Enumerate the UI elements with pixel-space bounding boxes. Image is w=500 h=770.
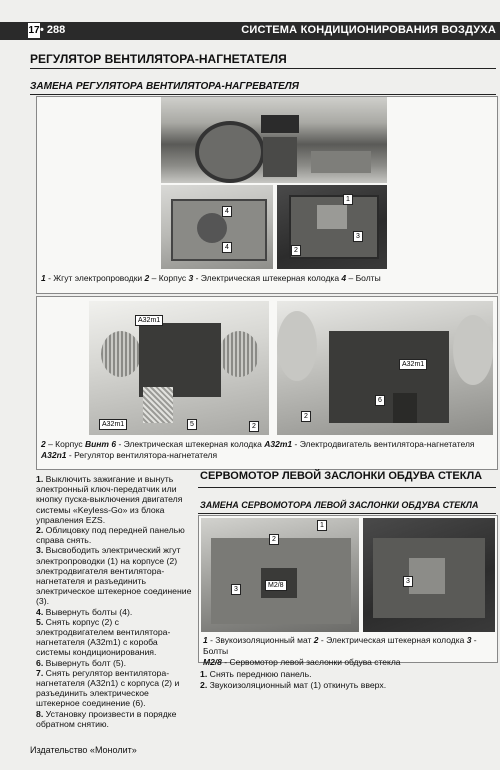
figure2-label: A32m1 xyxy=(135,315,163,326)
section1-title: РЕГУЛЯТОР ВЕНТИЛЯТОРА-НАГНЕТАТЕЛЯ xyxy=(30,52,287,66)
connector-icon xyxy=(393,393,417,423)
section2-rule xyxy=(198,487,496,488)
figure2-frame xyxy=(36,296,498,470)
caption-text: - Регулятор вентилятора-нагнетателя xyxy=(66,450,218,460)
caption-ref: 2 xyxy=(144,273,150,283)
section2-subtitle-rule xyxy=(198,513,496,514)
motor-body-icon xyxy=(329,331,449,423)
blower-wheel-icon xyxy=(219,331,259,377)
step-text: Снять корпус (2) с электродвигателем вентилятора-нагнетателя (A32m1) с короба системы кондиционирования. xyxy=(36,616,171,658)
step-number: 3. xyxy=(36,545,44,556)
step-item xyxy=(36,545,192,606)
caption-text: - Электрическая штекерная колодка xyxy=(116,439,265,449)
section2-subtitle: ЗАМЕНА СЕРВОМОТОРА ЛЕВОЙ ЗАСЛОНКИ ОБДУВА СТЕКЛА xyxy=(200,500,479,510)
step-number: 2. xyxy=(36,525,44,536)
figure2-label: 5 xyxy=(187,419,197,430)
steering-wheel-icon xyxy=(195,121,265,183)
chapter-badge: 17 xyxy=(28,25,40,36)
step-number: 1. xyxy=(200,669,208,679)
figure2-caption xyxy=(41,439,493,461)
figure2-label: A32m1 xyxy=(399,359,427,370)
figure3-label: 1 xyxy=(317,520,327,531)
blower-housing-photo-1 xyxy=(161,185,273,269)
section-title: СИСТЕМА КОНДИЦИОНИРОВАНИЯ ВОЗДУХА xyxy=(241,24,496,36)
step-text: Высвободить электрический жгут электропроводки (1) на корпусе (2) электродвигателя вентилятора-нагнетателя и разъединить электрическое штекерное соединение (3). xyxy=(36,545,192,607)
dashboard-photo xyxy=(161,97,387,183)
figure1-label: 3 xyxy=(353,231,363,242)
step-item xyxy=(36,607,192,617)
caption-ref: 2 xyxy=(313,635,319,645)
motor-icon xyxy=(197,213,227,243)
publisher-footer: Издательство «Монолит» xyxy=(30,745,137,755)
step-number: 5. xyxy=(36,616,44,627)
regulator-photo-2 xyxy=(277,301,493,435)
servomotor-icon xyxy=(409,558,445,594)
motor-body-icon xyxy=(139,323,221,397)
regulator-grid-icon xyxy=(143,387,173,423)
step-number: 7. xyxy=(36,667,44,678)
figure2-label: 6 xyxy=(375,395,385,406)
caption-ref: 3 xyxy=(188,273,194,283)
caption-ref: 4 xyxy=(341,273,347,283)
figure3-label: 2 xyxy=(269,534,279,545)
figure3-caption xyxy=(203,635,493,668)
page-header xyxy=(0,22,500,40)
step-item xyxy=(200,680,496,691)
step-text: Вывернуть болты (4). xyxy=(45,606,133,617)
step-number: 4. xyxy=(36,606,44,617)
step-item xyxy=(36,474,192,525)
servomotor-photo-1 xyxy=(201,518,359,632)
figure2-label: 2 xyxy=(249,421,259,432)
caption-text: - Сервомотор левой заслонки обдува стекла xyxy=(221,657,401,667)
step-item xyxy=(200,669,496,680)
regulator-photo-1 xyxy=(89,301,269,435)
caption-text: - Электродвигатель вентилятора-нагнетателя xyxy=(292,439,475,449)
section1-rule xyxy=(30,68,496,69)
servomotor-photo-2 xyxy=(363,518,495,632)
step-number: 1. xyxy=(36,474,44,484)
page-number: • 288 xyxy=(40,24,66,36)
figure1-caption xyxy=(41,273,493,284)
figure3-label: M2/8 xyxy=(265,580,287,591)
figure3-label: 3 xyxy=(403,576,413,587)
step-number: 6. xyxy=(36,657,44,668)
figure1-label: 1 xyxy=(343,194,353,205)
figure3-label: 3 xyxy=(231,584,241,595)
section2-title: СЕРВОМОТОР ЛЕВОЙ ЗАСЛОНКИ ОБДУВА СТЕКЛА xyxy=(200,470,483,482)
caption-text: - Звукоизоляционный мат xyxy=(207,635,314,645)
step-text: Снять переднюю панель. xyxy=(209,669,312,679)
step-text: Установку произвести в порядке обратном снятию. xyxy=(36,708,177,729)
step-text: Снять регулятор вентилятора-нагнетателя (A32n1) с корпуса (2) и разъединить электрическое штекерное соединение (6). xyxy=(36,667,180,709)
caption-ref: 1 xyxy=(203,635,208,645)
section1-steps xyxy=(36,474,192,729)
step-item xyxy=(36,709,192,729)
caption-text: – Болты xyxy=(346,273,381,283)
figure1-label: 4 xyxy=(222,206,232,217)
caption-ref: 1 xyxy=(41,273,46,283)
step-text: Выключить зажигание и вынуть электронный ключ-передатчик или кнопку пуска-выключения двигателя системы «Keyless-Go» из блока управления EZS. xyxy=(36,474,183,525)
caption-text: - Электрическая штекерная колодка xyxy=(318,635,467,645)
caption-ref: M2/8 xyxy=(203,657,222,667)
display-icon xyxy=(261,115,299,133)
step-text: Вывернуть болт (5). xyxy=(45,657,127,668)
connector-icon xyxy=(317,205,347,229)
figure2-label: A32m1 xyxy=(99,419,127,430)
center-console-icon xyxy=(263,137,297,177)
figure1-label: 2 xyxy=(291,245,301,256)
caption-ref: 2 xyxy=(41,439,46,449)
caption-ref: 3 xyxy=(466,635,472,645)
blower-wheel-icon xyxy=(101,331,141,377)
step-item xyxy=(36,617,192,658)
step-item xyxy=(36,668,192,709)
step-number: 8. xyxy=(36,708,44,719)
caption-text: - Электрическая штекерная колодка xyxy=(193,273,342,283)
figure1-label: 4 xyxy=(222,242,232,253)
step-number: 2. xyxy=(200,679,208,690)
caption-text: – Корпус xyxy=(149,273,189,283)
caption-text: – Корпус xyxy=(45,439,85,449)
step-text: Облицовку под передней панелью справа снять. xyxy=(36,525,185,546)
caption-ref: Винт 6 xyxy=(84,439,117,449)
blower-wheel-icon xyxy=(277,311,317,381)
figure1-frame xyxy=(36,96,498,294)
step-text: Звукоизоляционный мат (1) откинуть вверх. xyxy=(209,679,387,690)
caption-ref: A32n1 xyxy=(41,450,67,460)
section1-subtitle: ЗАМЕНА РЕГУЛЯТОРА ВЕНТИЛЯТОРА-НАГРЕВАТЕЛЯ xyxy=(30,81,299,92)
section1-subtitle-rule xyxy=(30,94,496,95)
blower-housing-photo-2 xyxy=(277,185,387,269)
caption-ref: A32m1 xyxy=(264,439,293,449)
caption-text: - Жгут электропроводки xyxy=(45,273,145,283)
section2-steps xyxy=(200,669,496,690)
step-item xyxy=(36,658,192,668)
blower-wheel-icon xyxy=(453,315,493,385)
step-item xyxy=(36,525,192,545)
glovebox-icon xyxy=(311,151,371,173)
figure3-frame xyxy=(198,515,498,667)
figure2-label: 2 xyxy=(301,411,311,422)
caption-text: - Болты xyxy=(203,635,477,656)
